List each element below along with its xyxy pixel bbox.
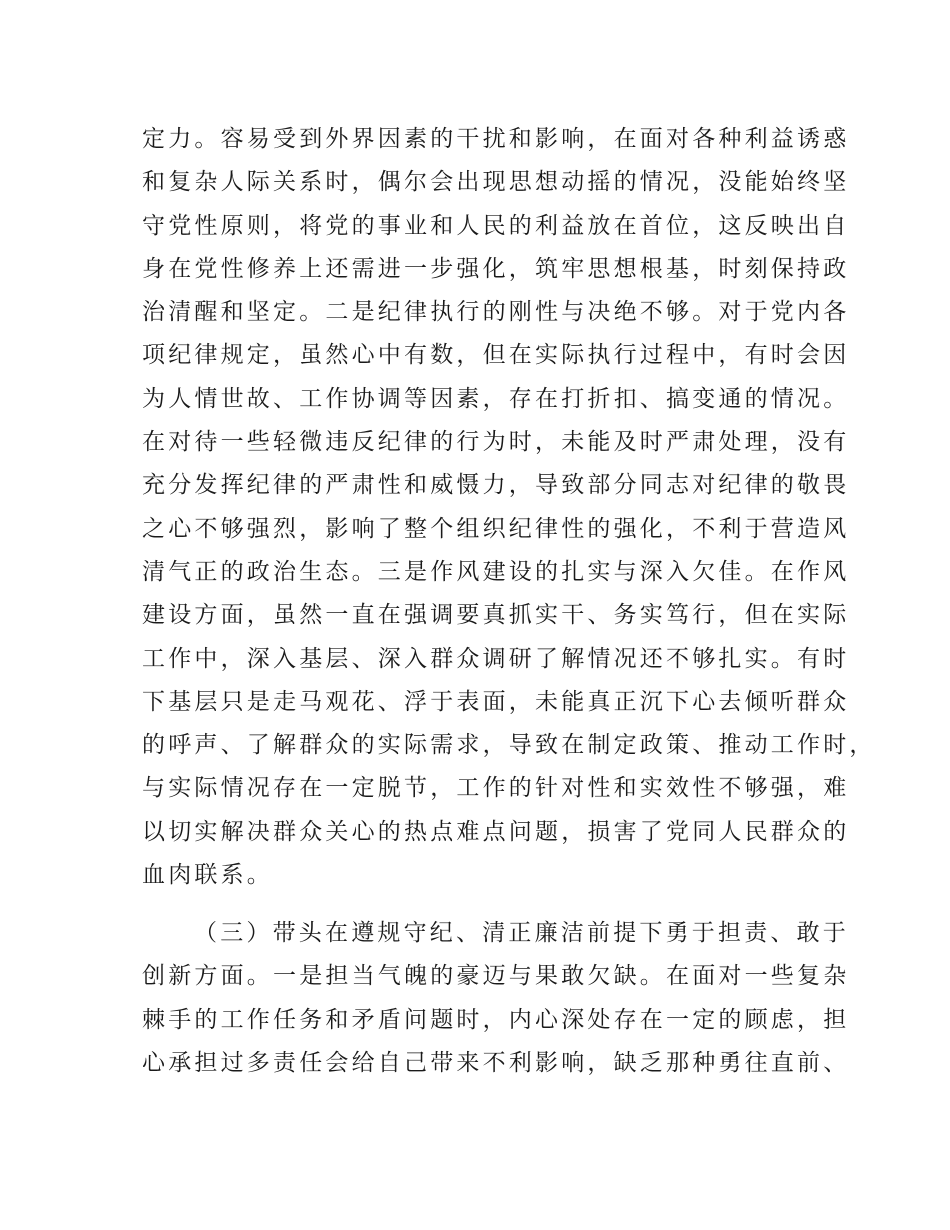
text-line: 之心不够强烈，影响了整个组织纪律性的强化，不利于营造风 xyxy=(142,515,850,542)
section-heading-line: （三）带头在遵规守纪、清正廉洁前提下勇于担责、敢于 xyxy=(194,920,849,946)
text-line: 创新方面。一是担当气魄的豪迈与果敢欠缺。在面对一些复杂 xyxy=(142,963,850,990)
text-line: 守党性原则，将党的事业和人民的利益放在首位，这反映出自 xyxy=(142,212,850,239)
paragraph-responsibility-and-innovation xyxy=(142,912,850,1085)
text-line: 和复杂人际关系时，偶尔会出现思想动摇的情况，没能始终坚 xyxy=(142,169,850,196)
text-line: 项纪律规定，虽然心中有数，但在实际执行过程中，有时会因 xyxy=(142,342,850,369)
text-line: 血肉联系。 xyxy=(142,862,273,889)
text-line: 以切实解决群众关心的热点难点问题，损害了党同人民群众的 xyxy=(142,818,850,845)
paragraph-discipline-and-style xyxy=(142,118,876,897)
text-line: 与实际情况存在一定脱节，工作的针对性和实效性不够强，难 xyxy=(142,775,850,802)
text-line: 下基层只是走马观花、浮于表面，未能真正沉下心去倾听群众 xyxy=(142,688,850,715)
text-line: 身在党性修养上还需进一步强化，筑牢思想根基，时刻保持政 xyxy=(142,255,850,282)
text-line: 心承担过多责任会给自己带来不利影响，缺乏那种勇往直前、 xyxy=(142,1049,850,1076)
text-line: 治清醒和坚定。二是纪律执行的刚性与决绝不够。对于党内各 xyxy=(142,299,850,326)
text-line: 为人情世故、工作协调等因素，存在打折扣、搞变通的情况。 xyxy=(142,385,850,412)
text-line: 棘手的工作任务和矛盾问题时，内心深处存在一定的顾虑，担 xyxy=(142,1006,850,1033)
text-line: 在对待一些轻微违反纪律的行为时，未能及时严肃处理，没有 xyxy=(142,429,850,456)
text-line: 建设方面，虽然一直在强调要真抓实干、务实笃行，但在实际 xyxy=(142,602,850,629)
text-line: 定力。容易受到外界因素的干扰和影响，在面对各种利益诱惑 xyxy=(142,126,850,152)
text-line: 清气正的政治生态。三是作风建设的扎实与深入欠佳。在作风 xyxy=(142,558,850,585)
text-line: 工作中，深入基层、深入群众调研了解情况还不够扎实。有时 xyxy=(142,645,850,672)
text-line: 的呼声、了解群众的实际需求，导致在制定政策、推动工作时， xyxy=(142,732,876,759)
text-line: 充分发挥纪律的严肃性和威慑力，导致部分同志对纪律的敬畏 xyxy=(142,472,850,499)
